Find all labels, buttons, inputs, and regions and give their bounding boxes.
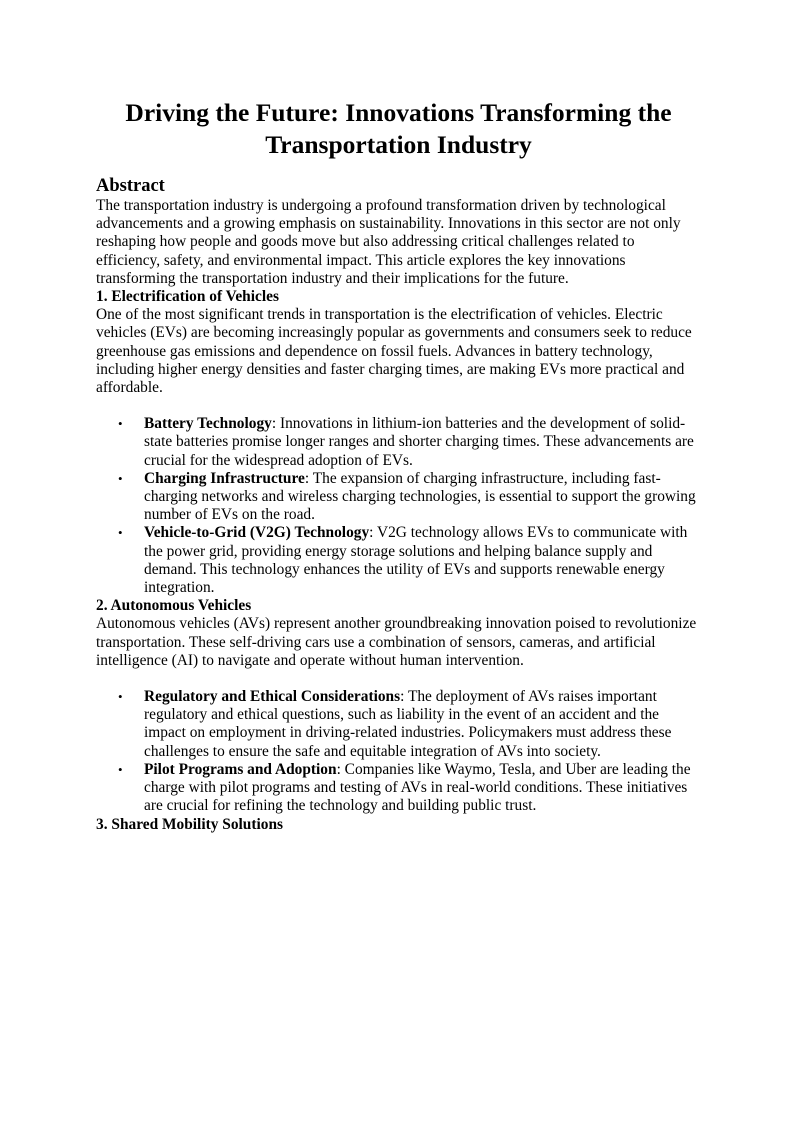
bullet-list-autonomous — [96, 688, 701, 815]
bullet-icon: • — [118, 525, 123, 541]
list-item — [118, 469, 701, 525]
bullet-text: : The expansion of charging infrastructure, including fast-charging networks and wireless charging technologies, is essential to support the growing number of EVs on the road. — [144, 469, 696, 524]
document-page — [96, 97, 701, 834]
bullet-icon: • — [118, 470, 123, 486]
document-title: Driving the Future: Innovations Transforming the Transportation Industry — [125, 98, 672, 159]
section-heading-autonomous: 2. Autonomous Vehicles — [96, 597, 252, 615]
bullet-text: : V2G technology allows EVs to communicate with the power grid, providing energy storage solutions and helping balance supply and demand. This technology enhances the utility of EVs and supports renewable energy integration. — [144, 524, 688, 597]
bullet-term: Charging Infrastructure — [144, 469, 305, 487]
section-intro-autonomous: Autonomous vehicles (AVs) represent another groundbreaking innovation poised to revolutionize transportation. These self-driving cars use a combination of sensors, cameras, and artificial intelligence (AI) to navigate and operate without human intervention. — [96, 615, 697, 669]
section-heading-electrification: 1. Electrification of Vehicles — [96, 288, 279, 306]
bullet-list-electrification — [96, 415, 701, 597]
list-item — [118, 524, 701, 597]
bullet-term: Regulatory and Ethical Considerations — [144, 688, 401, 706]
bullet-term: Pilot Programs and Adoption — [144, 760, 337, 778]
list-item — [118, 415, 701, 470]
abstract-text: The transportation industry is undergoing a profound transformation driven by technological advancements and a growing emphasis on sustainability. Innovations in this sector are not only reshaping how people and goods move but also addressing critical challenges related to efficiency, safety, and environmental impact. This article explores the key innovations transforming the transportation industry and their implications for the future. — [96, 197, 681, 287]
bullet-text: : Companies like Waymo, Tesla, and Uber are leading the charge with pilot programs and testing of AVs in real-world conditions. These initiatives are crucial for refining the technology and building public trust. — [144, 760, 691, 815]
section-heading-shared-mobility: 3. Shared Mobility Solutions — [96, 815, 284, 833]
list-item — [118, 760, 701, 816]
bullet-text: : The deployment of AVs raises important regulatory and ethical questions, such as liability in the event of an accident and the impact on employment in driving-related industries. Policymakers must address these challenges to ensure the safe and equitable integration of AVs into society. — [144, 688, 672, 760]
bullet-icon: • — [118, 416, 123, 432]
bullet-term: Vehicle-to-Grid (V2G) Technology — [144, 524, 370, 542]
list-item — [118, 688, 701, 761]
bullet-term: Battery Technology — [144, 415, 272, 433]
bullet-icon: • — [118, 689, 123, 705]
section-intro-electrification: One of the most significant trends in transportation is the electrification of vehicles. Electric vehicles (EVs) are becoming increasingly popular as governments and consumers seek to reduce greenhouse gas emissions and dependence on fossil fuels. Advances in battery technology, including higher energy densities and faster charging times, are making EVs more practical and affordable. — [96, 306, 692, 397]
abstract-heading: Abstract — [96, 176, 165, 196]
bullet-text: : Innovations in lithium-ion batteries and the development of solid-state batteries promise longer ranges and shorter charging times. These advancements are crucial for the widespread adoption of EVs. — [144, 415, 694, 469]
bullet-icon: • — [118, 761, 123, 777]
